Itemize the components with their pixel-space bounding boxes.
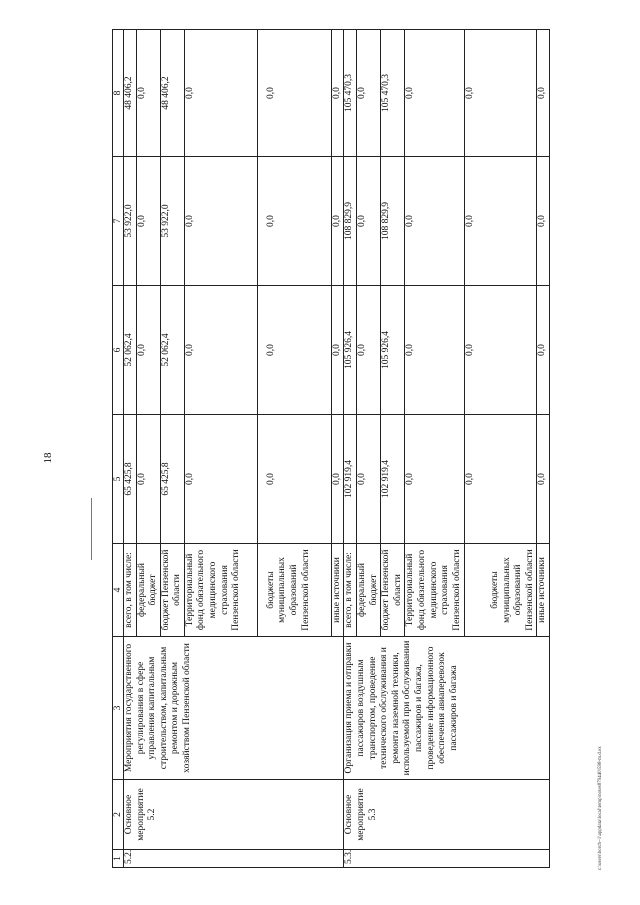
funding-source: бюджет Пензенской области: [381, 544, 405, 637]
value-col6: 0,0: [357, 286, 381, 415]
column-header: 8: [113, 30, 124, 157]
event-description: Мероприятия государственного регулирования в сфере управления капитальным строительством, капитальным ремонтом и дорожным хозяйством Пензенской области: [124, 637, 344, 780]
funding-source: федеральный бюджет: [136, 544, 160, 637]
value-col6: 0,0: [136, 286, 160, 415]
event-name: Основное мероприятие 5.3: [344, 780, 549, 850]
value-col5: 65 425,8: [160, 415, 184, 544]
funding-source: федеральный бюджет: [357, 544, 381, 637]
row-id: 5.3.: [344, 850, 549, 868]
value-col8: 0,0: [136, 30, 160, 157]
value-col7: 108 829,9: [381, 157, 405, 286]
value-col6: 105 926,4: [381, 286, 405, 415]
column-header: 5: [113, 415, 124, 544]
value-col5: 0,0: [465, 415, 537, 544]
value-col5: 0,0: [184, 415, 257, 544]
value-col7: 53 922,0: [124, 157, 137, 286]
value-col8: 0,0: [357, 30, 381, 157]
value-col6: 0,0: [537, 286, 550, 415]
value-col8: 0,0: [257, 30, 331, 157]
funding-source: бюджеты муниципальных образований Пензенской области: [257, 544, 331, 637]
value-col7: 0,0: [331, 157, 344, 286]
value-col7: 0,0: [405, 157, 465, 286]
value-col8: 0,0: [537, 30, 550, 157]
value-col6: 0,0: [184, 286, 257, 415]
value-col8: 105 470,3: [381, 30, 405, 157]
value-col6: 52 062,4: [160, 286, 184, 415]
value-col5: 102 919,4: [344, 415, 357, 544]
funding-source: Территориальный фонд обязательного медицинского страхования Пензенской области: [184, 544, 257, 637]
column-header: 2: [113, 780, 124, 850]
funding-source: иные источники: [331, 544, 344, 637]
value-col6: 52 062,4: [124, 286, 137, 415]
value-col6: 0,0: [465, 286, 537, 415]
value-col5: 65 425,8: [124, 415, 137, 544]
value-col6: 0,0: [405, 286, 465, 415]
value-col7: 0,0: [257, 157, 331, 286]
event-name: Основное мероприятие 5.2: [124, 780, 344, 850]
value-col6: 0,0: [331, 286, 344, 415]
value-col5: 0,0: [405, 415, 465, 544]
funding-source: иные источники: [537, 544, 550, 637]
value-col8: 48 406,2: [124, 30, 137, 157]
event-description: Организация приема и отправки пассажиров воздушным транспортом, проведение технического обслуживания и ремонта наземной техники, используемой при обслуживании пассажиров и багажа, проведение информационного обеспечения авиаперевозок пассажиров и багажа: [344, 637, 549, 780]
page-number: 18: [42, 452, 54, 464]
page-divider: [91, 498, 92, 560]
column-header: 6: [113, 286, 124, 415]
value-col6: 0,0: [257, 286, 331, 415]
value-col8: 105 470,3: [344, 30, 357, 157]
table-row: [344, 30, 357, 868]
rotated-page-content: [112, 30, 548, 868]
row-id: 5.2.: [124, 850, 344, 868]
table-row: [124, 30, 137, 868]
value-col8: 48 406,2: [160, 30, 184, 157]
value-col7: 0,0: [357, 157, 381, 286]
column-header: 4: [113, 544, 124, 637]
funding-source: всего, в том числе:: [344, 544, 357, 637]
funding-source: Территориальный фонд обязательного медицинского страхования Пензенской области: [405, 544, 465, 637]
value-col8: 0,0: [184, 30, 257, 157]
footer-file-path: c:\users\borch~1\appdata\local\temp\notes879440\598-m.d.ex: [598, 746, 603, 870]
value-col7: 53 922,0: [160, 157, 184, 286]
column-header: 1: [113, 850, 124, 868]
value-col7: 0,0: [184, 157, 257, 286]
value-col8: 0,0: [405, 30, 465, 157]
funding-source: бюджеты муниципальных образований Пензенской области: [465, 544, 537, 637]
value-col5: 102 919,4: [381, 415, 405, 544]
header-row: [113, 30, 124, 868]
budget-table: [112, 29, 550, 868]
funding-source: всего, в том числе:: [124, 544, 137, 637]
value-col7: 108 829,9: [344, 157, 357, 286]
value-col5: 0,0: [257, 415, 331, 544]
value-col8: 0,0: [331, 30, 344, 157]
value-col7: 0,0: [537, 157, 550, 286]
value-col7: 0,0: [136, 157, 160, 286]
funding-source: бюджет Пензенской области: [160, 544, 184, 637]
column-header: 7: [113, 157, 124, 286]
value-col6: 105 926,4: [344, 286, 357, 415]
value-col5: 0,0: [331, 415, 344, 544]
value-col8: 0,0: [465, 30, 537, 157]
value-col7: 0,0: [465, 157, 537, 286]
column-header: 3: [113, 637, 124, 780]
value-col5: 0,0: [357, 415, 381, 544]
value-col5: 0,0: [537, 415, 550, 544]
value-col5: 0,0: [136, 415, 160, 544]
